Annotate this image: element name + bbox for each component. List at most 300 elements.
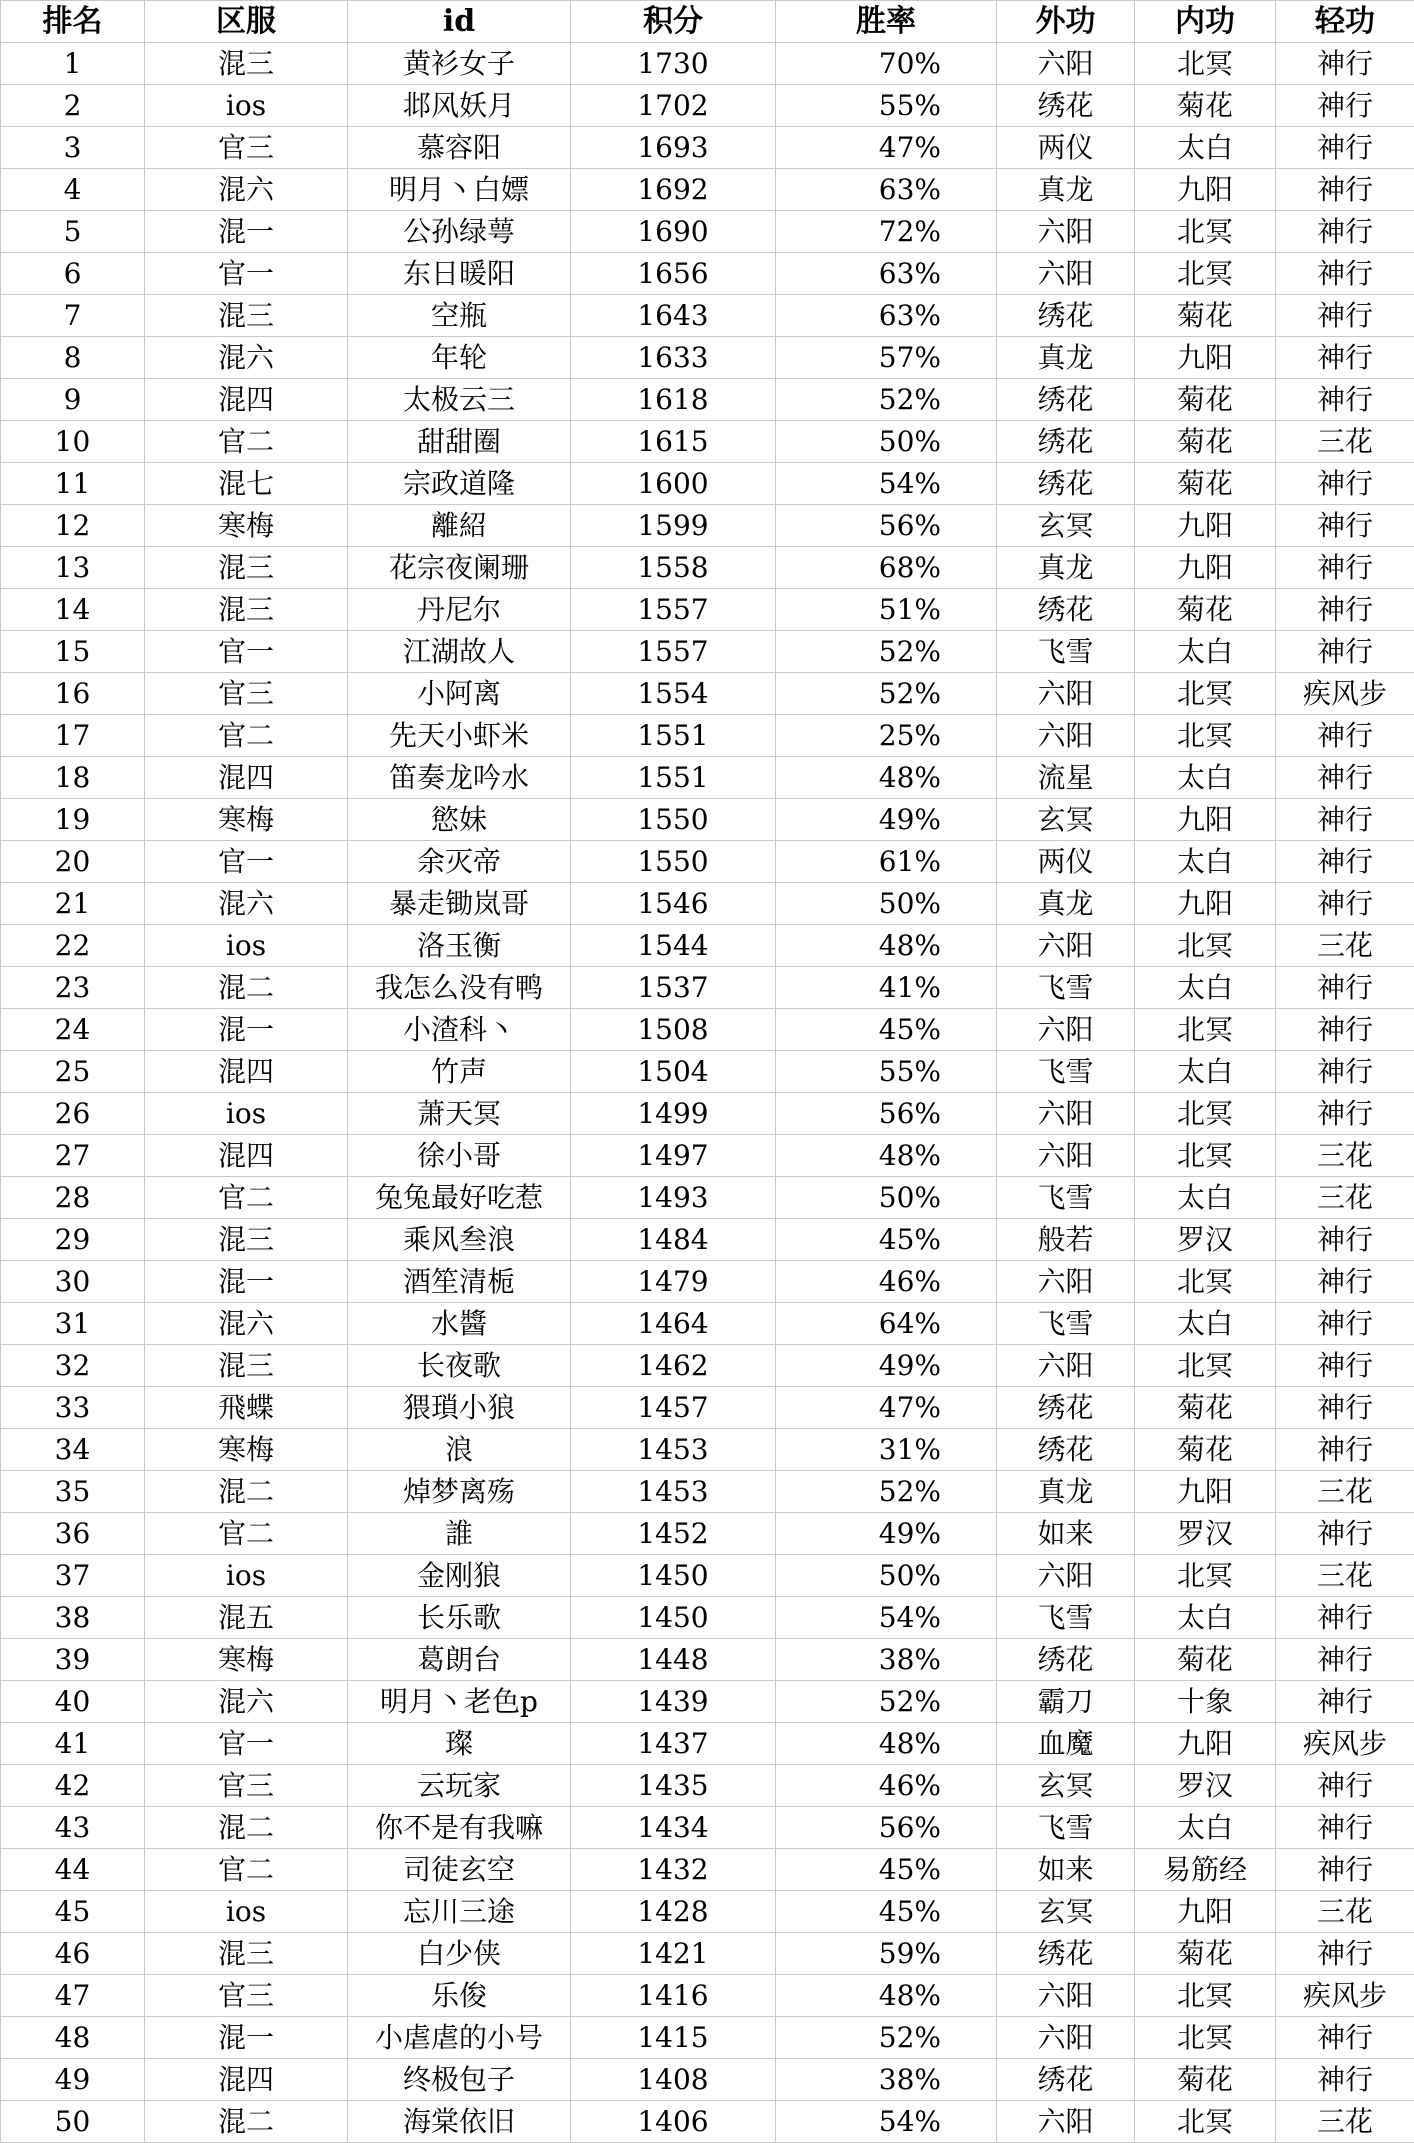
cell-inner-skill: 北冥 xyxy=(1135,1975,1276,2017)
cell-inner-skill: 菊花 xyxy=(1135,295,1276,337)
cell-server: 寒梅 xyxy=(145,505,348,547)
cell-light-skill: 神行 xyxy=(1276,631,1414,673)
cell-player-id: 云玩家 xyxy=(348,1765,571,1807)
cell-outer-skill: 飞雪 xyxy=(997,631,1135,673)
cell-inner-skill: 菊花 xyxy=(1135,421,1276,463)
cell-player-id: 黄衫女子 xyxy=(348,43,571,85)
table-row xyxy=(1,421,1414,463)
cell-score: 1558 xyxy=(571,547,776,589)
cell-outer-skill: 般若 xyxy=(997,1219,1135,1261)
table-row xyxy=(1,1135,1414,1177)
cell-light-skill: 疾风步 xyxy=(1276,1723,1414,1765)
header-rank: 排名 xyxy=(1,1,145,43)
cell-score: 1551 xyxy=(571,715,776,757)
cell-light-skill: 神行 xyxy=(1276,967,1414,1009)
cell-win-rate: 47% xyxy=(776,127,997,169)
cell-win-rate: 52% xyxy=(776,1471,997,1513)
cell-inner-skill: 北冥 xyxy=(1135,1093,1276,1135)
table-body xyxy=(1,43,1414,2143)
cell-score: 1551 xyxy=(571,757,776,799)
cell-inner-skill: 九阳 xyxy=(1135,883,1276,925)
cell-player-id: 邶风妖月 xyxy=(348,85,571,127)
cell-light-skill: 神行 xyxy=(1276,1681,1414,1723)
cell-light-skill: 神行 xyxy=(1276,169,1414,211)
table-row xyxy=(1,1765,1414,1807)
cell-inner-skill: 太白 xyxy=(1135,1051,1276,1093)
cell-outer-skill: 真龙 xyxy=(997,1471,1135,1513)
cell-win-rate: 55% xyxy=(776,85,997,127)
cell-inner-skill: 北冥 xyxy=(1135,2017,1276,2059)
cell-inner-skill: 太白 xyxy=(1135,1177,1276,1219)
cell-rank: 48 xyxy=(1,2017,145,2059)
cell-outer-skill: 两仪 xyxy=(997,841,1135,883)
cell-light-skill: 神行 xyxy=(1276,2059,1414,2101)
cell-rank: 30 xyxy=(1,1261,145,1303)
cell-player-id: 小阿离 xyxy=(348,673,571,715)
cell-inner-skill: 太白 xyxy=(1135,1303,1276,1345)
cell-win-rate: 31% xyxy=(776,1429,997,1471)
cell-outer-skill: 绣花 xyxy=(997,421,1135,463)
cell-outer-skill: 飞雪 xyxy=(997,1303,1135,1345)
cell-light-skill: 神行 xyxy=(1276,841,1414,883)
cell-win-rate: 46% xyxy=(776,1261,997,1303)
cell-outer-skill: 绣花 xyxy=(997,1639,1135,1681)
cell-rank: 40 xyxy=(1,1681,145,1723)
table-row xyxy=(1,1303,1414,1345)
cell-rank: 18 xyxy=(1,757,145,799)
cell-score: 1499 xyxy=(571,1093,776,1135)
cell-win-rate: 48% xyxy=(776,757,997,799)
cell-server: 官二 xyxy=(145,1177,348,1219)
cell-score: 1421 xyxy=(571,1933,776,1975)
cell-inner-skill: 菊花 xyxy=(1135,1429,1276,1471)
cell-rank: 41 xyxy=(1,1723,145,1765)
cell-inner-skill: 菊花 xyxy=(1135,379,1276,421)
cell-player-id: 我怎么没有鸭 xyxy=(348,967,571,1009)
cell-player-id: 慾妹 xyxy=(348,799,571,841)
cell-player-id: 花宗夜阑珊 xyxy=(348,547,571,589)
cell-player-id: 萧天冥 xyxy=(348,1093,571,1135)
cell-light-skill: 神行 xyxy=(1276,1639,1414,1681)
cell-score: 1656 xyxy=(571,253,776,295)
cell-inner-skill: 北冥 xyxy=(1135,1555,1276,1597)
cell-outer-skill: 六阳 xyxy=(997,2101,1135,2143)
cell-score: 1416 xyxy=(571,1975,776,2017)
cell-player-id: 先天小虾米 xyxy=(348,715,571,757)
cell-rank: 20 xyxy=(1,841,145,883)
cell-win-rate: 56% xyxy=(776,505,997,547)
cell-server: 混四 xyxy=(145,1135,348,1177)
cell-score: 1439 xyxy=(571,1681,776,1723)
cell-rank: 37 xyxy=(1,1555,145,1597)
cell-server: 混三 xyxy=(145,589,348,631)
cell-outer-skill: 六阳 xyxy=(997,1093,1135,1135)
cell-rank: 27 xyxy=(1,1135,145,1177)
cell-win-rate: 55% xyxy=(776,1051,997,1093)
cell-light-skill: 神行 xyxy=(1276,883,1414,925)
cell-rank: 12 xyxy=(1,505,145,547)
cell-light-skill: 神行 xyxy=(1276,1933,1414,1975)
table-row xyxy=(1,841,1414,883)
cell-win-rate: 41% xyxy=(776,967,997,1009)
cell-light-skill: 神行 xyxy=(1276,2017,1414,2059)
cell-win-rate: 50% xyxy=(776,1555,997,1597)
cell-rank: 28 xyxy=(1,1177,145,1219)
cell-win-rate: 63% xyxy=(776,295,997,337)
cell-server: 官三 xyxy=(145,1975,348,2017)
cell-inner-skill: 太白 xyxy=(1135,1597,1276,1639)
cell-inner-skill: 北冥 xyxy=(1135,925,1276,967)
table-row xyxy=(1,589,1414,631)
cell-win-rate: 50% xyxy=(776,883,997,925)
cell-rank: 4 xyxy=(1,169,145,211)
cell-outer-skill: 两仪 xyxy=(997,127,1135,169)
cell-inner-skill: 太白 xyxy=(1135,1807,1276,1849)
table-row xyxy=(1,1051,1414,1093)
cell-outer-skill: 六阳 xyxy=(997,1261,1135,1303)
table-row xyxy=(1,85,1414,127)
cell-outer-skill: 玄冥 xyxy=(997,1765,1135,1807)
cell-inner-skill: 罗汉 xyxy=(1135,1765,1276,1807)
cell-player-id: 竹声 xyxy=(348,1051,571,1093)
cell-server: 混三 xyxy=(145,1219,348,1261)
cell-inner-skill: 九阳 xyxy=(1135,1891,1276,1933)
cell-rank: 29 xyxy=(1,1219,145,1261)
cell-win-rate: 50% xyxy=(776,421,997,463)
cell-score: 1702 xyxy=(571,85,776,127)
cell-rank: 24 xyxy=(1,1009,145,1051)
cell-outer-skill: 六阳 xyxy=(997,43,1135,85)
cell-light-skill: 神行 xyxy=(1276,1303,1414,1345)
cell-server: 混三 xyxy=(145,547,348,589)
cell-player-id: 璨 xyxy=(348,1723,571,1765)
cell-player-id: 江湖故人 xyxy=(348,631,571,673)
header-id: id xyxy=(348,1,571,43)
cell-outer-skill: 如来 xyxy=(997,1513,1135,1555)
cell-inner-skill: 十象 xyxy=(1135,1681,1276,1723)
cell-rank: 34 xyxy=(1,1429,145,1471)
cell-server: 混三 xyxy=(145,295,348,337)
header-win-rate: 胜率 xyxy=(776,1,997,43)
cell-score: 1493 xyxy=(571,1177,776,1219)
cell-player-id: 宗政道隆 xyxy=(348,463,571,505)
table-row xyxy=(1,1345,1414,1387)
cell-outer-skill: 真龙 xyxy=(997,883,1135,925)
cell-server: 官三 xyxy=(145,673,348,715)
cell-win-rate: 52% xyxy=(776,379,997,421)
cell-win-rate: 38% xyxy=(776,1639,997,1681)
cell-score: 1690 xyxy=(571,211,776,253)
cell-outer-skill: 六阳 xyxy=(997,925,1135,967)
cell-light-skill: 神行 xyxy=(1276,253,1414,295)
cell-inner-skill: 太白 xyxy=(1135,757,1276,799)
cell-player-id: 浪 xyxy=(348,1429,571,1471)
cell-outer-skill: 如来 xyxy=(997,1849,1135,1891)
table-row xyxy=(1,1219,1414,1261)
cell-rank: 38 xyxy=(1,1597,145,1639)
cell-player-id: 公孙绿萼 xyxy=(348,211,571,253)
cell-score: 1450 xyxy=(571,1597,776,1639)
cell-light-skill: 神行 xyxy=(1276,1597,1414,1639)
cell-light-skill: 神行 xyxy=(1276,1345,1414,1387)
cell-inner-skill: 北冥 xyxy=(1135,715,1276,757)
cell-light-skill: 疾风步 xyxy=(1276,673,1414,715)
cell-inner-skill: 北冥 xyxy=(1135,1135,1276,1177)
cell-inner-skill: 菊花 xyxy=(1135,1639,1276,1681)
cell-light-skill: 神行 xyxy=(1276,1219,1414,1261)
cell-server: 混二 xyxy=(145,1471,348,1513)
table-row xyxy=(1,925,1414,967)
cell-rank: 17 xyxy=(1,715,145,757)
cell-server: 混一 xyxy=(145,2017,348,2059)
cell-light-skill: 神行 xyxy=(1276,1387,1414,1429)
table-row xyxy=(1,211,1414,253)
table-row xyxy=(1,1093,1414,1135)
cell-score: 1452 xyxy=(571,1513,776,1555)
cell-server: 混一 xyxy=(145,1009,348,1051)
cell-inner-skill: 九阳 xyxy=(1135,547,1276,589)
cell-score: 1643 xyxy=(571,295,776,337)
cell-light-skill: 神行 xyxy=(1276,211,1414,253)
cell-win-rate: 56% xyxy=(776,1807,997,1849)
cell-light-skill: 神行 xyxy=(1276,1513,1414,1555)
cell-win-rate: 52% xyxy=(776,631,997,673)
cell-score: 1600 xyxy=(571,463,776,505)
cell-server: 寒梅 xyxy=(145,1429,348,1471)
table-row xyxy=(1,505,1414,547)
cell-rank: 35 xyxy=(1,1471,145,1513)
cell-inner-skill: 九阳 xyxy=(1135,1471,1276,1513)
cell-win-rate: 63% xyxy=(776,169,997,211)
cell-inner-skill: 菊花 xyxy=(1135,589,1276,631)
cell-server: ios xyxy=(145,1093,348,1135)
cell-player-id: 乐俊 xyxy=(348,1975,571,2017)
cell-light-skill: 三花 xyxy=(1276,1177,1414,1219)
table-row xyxy=(1,337,1414,379)
cell-player-id: 金刚狼 xyxy=(348,1555,571,1597)
cell-win-rate: 57% xyxy=(776,337,997,379)
cell-outer-skill: 飞雪 xyxy=(997,1807,1135,1849)
table-row xyxy=(1,1639,1414,1681)
table-row xyxy=(1,673,1414,715)
cell-outer-skill: 六阳 xyxy=(997,211,1135,253)
table-row xyxy=(1,43,1414,85)
cell-rank: 44 xyxy=(1,1849,145,1891)
cell-win-rate: 25% xyxy=(776,715,997,757)
cell-light-skill: 神行 xyxy=(1276,1807,1414,1849)
cell-light-skill: 神行 xyxy=(1276,85,1414,127)
cell-win-rate: 72% xyxy=(776,211,997,253)
cell-server: 混三 xyxy=(145,43,348,85)
cell-light-skill: 神行 xyxy=(1276,463,1414,505)
cell-light-skill: 神行 xyxy=(1276,1765,1414,1807)
cell-player-id: 明月丶老色p xyxy=(348,1681,571,1723)
header-score: 积分 xyxy=(571,1,776,43)
cell-win-rate: 48% xyxy=(776,1975,997,2017)
cell-rank: 46 xyxy=(1,1933,145,1975)
cell-score: 1434 xyxy=(571,1807,776,1849)
cell-inner-skill: 菊花 xyxy=(1135,85,1276,127)
cell-win-rate: 59% xyxy=(776,1933,997,1975)
cell-rank: 11 xyxy=(1,463,145,505)
cell-server: 官一 xyxy=(145,253,348,295)
cell-rank: 49 xyxy=(1,2059,145,2101)
cell-score: 1599 xyxy=(571,505,776,547)
cell-rank: 10 xyxy=(1,421,145,463)
cell-inner-skill: 九阳 xyxy=(1135,337,1276,379)
cell-outer-skill: 六阳 xyxy=(997,2017,1135,2059)
cell-server: 混二 xyxy=(145,2101,348,2143)
cell-inner-skill: 菊花 xyxy=(1135,1933,1276,1975)
cell-rank: 50 xyxy=(1,2101,145,2143)
cell-inner-skill: 太白 xyxy=(1135,631,1276,673)
cell-player-id: 誰 xyxy=(348,1513,571,1555)
table-row xyxy=(1,379,1414,421)
cell-outer-skill: 绣花 xyxy=(997,85,1135,127)
cell-win-rate: 38% xyxy=(776,2059,997,2101)
header-row xyxy=(1,1,1414,43)
cell-rank: 31 xyxy=(1,1303,145,1345)
cell-server: 混一 xyxy=(145,1261,348,1303)
cell-win-rate: 54% xyxy=(776,2101,997,2143)
table-row xyxy=(1,1849,1414,1891)
cell-outer-skill: 六阳 xyxy=(997,253,1135,295)
header-outer-skill: 外功 xyxy=(997,1,1135,43)
cell-inner-skill: 北冥 xyxy=(1135,253,1276,295)
cell-rank: 23 xyxy=(1,967,145,1009)
cell-server: ios xyxy=(145,85,348,127)
cell-rank: 13 xyxy=(1,547,145,589)
cell-inner-skill: 九阳 xyxy=(1135,505,1276,547)
cell-score: 1546 xyxy=(571,883,776,925)
table-row xyxy=(1,2101,1414,2143)
cell-inner-skill: 太白 xyxy=(1135,967,1276,1009)
cell-rank: 32 xyxy=(1,1345,145,1387)
cell-player-id: 余灭帝 xyxy=(348,841,571,883)
cell-player-id: 慕容阳 xyxy=(348,127,571,169)
cell-rank: 39 xyxy=(1,1639,145,1681)
table-row xyxy=(1,547,1414,589)
table-row xyxy=(1,1387,1414,1429)
cell-server: 官一 xyxy=(145,631,348,673)
cell-server: 寒梅 xyxy=(145,799,348,841)
cell-light-skill: 三花 xyxy=(1276,1555,1414,1597)
cell-rank: 19 xyxy=(1,799,145,841)
cell-win-rate: 68% xyxy=(776,547,997,589)
cell-light-skill: 神行 xyxy=(1276,337,1414,379)
cell-outer-skill: 绣花 xyxy=(997,589,1135,631)
table-row xyxy=(1,127,1414,169)
cell-score: 1453 xyxy=(571,1471,776,1513)
cell-score: 1415 xyxy=(571,2017,776,2059)
cell-server: 混六 xyxy=(145,337,348,379)
cell-score: 1550 xyxy=(571,799,776,841)
cell-win-rate: 49% xyxy=(776,1513,997,1555)
cell-rank: 7 xyxy=(1,295,145,337)
cell-light-skill: 神行 xyxy=(1276,127,1414,169)
cell-player-id: 猥瑣小狼 xyxy=(348,1387,571,1429)
cell-score: 1484 xyxy=(571,1219,776,1261)
cell-inner-skill: 九阳 xyxy=(1135,169,1276,211)
cell-outer-skill: 真龙 xyxy=(997,547,1135,589)
cell-rank: 21 xyxy=(1,883,145,925)
table-row xyxy=(1,1555,1414,1597)
cell-light-skill: 神行 xyxy=(1276,799,1414,841)
cell-server: 官二 xyxy=(145,421,348,463)
table-row xyxy=(1,1261,1414,1303)
cell-player-id: 小渣科丶 xyxy=(348,1009,571,1051)
cell-rank: 25 xyxy=(1,1051,145,1093)
cell-win-rate: 52% xyxy=(776,673,997,715)
cell-outer-skill: 绣花 xyxy=(997,379,1135,421)
table-row xyxy=(1,2017,1414,2059)
table-row xyxy=(1,715,1414,757)
cell-player-id: 焯梦离殇 xyxy=(348,1471,571,1513)
cell-rank: 16 xyxy=(1,673,145,715)
table-row xyxy=(1,1723,1414,1765)
table-row xyxy=(1,253,1414,295)
cell-server: 混二 xyxy=(145,967,348,1009)
cell-server: 混六 xyxy=(145,169,348,211)
cell-score: 1554 xyxy=(571,673,776,715)
cell-score: 1408 xyxy=(571,2059,776,2101)
cell-server: 混五 xyxy=(145,1597,348,1639)
cell-rank: 33 xyxy=(1,1387,145,1429)
cell-server: 寒梅 xyxy=(145,1639,348,1681)
table-row xyxy=(1,1891,1414,1933)
cell-rank: 47 xyxy=(1,1975,145,2017)
cell-light-skill: 神行 xyxy=(1276,1849,1414,1891)
table-row xyxy=(1,1513,1414,1555)
cell-score: 1450 xyxy=(571,1555,776,1597)
cell-score: 1618 xyxy=(571,379,776,421)
cell-win-rate: 45% xyxy=(776,1891,997,1933)
header-light-skill: 轻功 xyxy=(1276,1,1414,43)
cell-light-skill: 三花 xyxy=(1276,925,1414,967)
cell-score: 1504 xyxy=(571,1051,776,1093)
cell-server: 混四 xyxy=(145,1051,348,1093)
cell-light-skill: 神行 xyxy=(1276,1429,1414,1471)
cell-player-id: 笛奏龙吟水 xyxy=(348,757,571,799)
cell-player-id: 小虐虐的小号 xyxy=(348,2017,571,2059)
cell-outer-skill: 流星 xyxy=(997,757,1135,799)
cell-score: 1497 xyxy=(571,1135,776,1177)
cell-player-id: 暴走锄岚哥 xyxy=(348,883,571,925)
cell-rank: 9 xyxy=(1,379,145,421)
cell-player-id: 司徒玄空 xyxy=(348,1849,571,1891)
cell-player-id: 忘川三途 xyxy=(348,1891,571,1933)
table-row xyxy=(1,967,1414,1009)
cell-server: 混六 xyxy=(145,1681,348,1723)
cell-light-skill: 神行 xyxy=(1276,1051,1414,1093)
cell-win-rate: 47% xyxy=(776,1387,997,1429)
cell-win-rate: 48% xyxy=(776,1723,997,1765)
cell-server: 混四 xyxy=(145,379,348,421)
cell-outer-skill: 玄冥 xyxy=(997,505,1135,547)
cell-server: 官一 xyxy=(145,841,348,883)
cell-outer-skill: 六阳 xyxy=(997,1555,1135,1597)
table-row xyxy=(1,631,1414,673)
cell-server: 混七 xyxy=(145,463,348,505)
table-header xyxy=(1,1,1414,43)
cell-inner-skill: 罗汉 xyxy=(1135,1513,1276,1555)
cell-win-rate: 49% xyxy=(776,1345,997,1387)
cell-player-id: 长夜歌 xyxy=(348,1345,571,1387)
cell-win-rate: 45% xyxy=(776,1219,997,1261)
cell-win-rate: 52% xyxy=(776,2017,997,2059)
cell-win-rate: 45% xyxy=(776,1849,997,1891)
cell-player-id: 酒笙清栀 xyxy=(348,1261,571,1303)
